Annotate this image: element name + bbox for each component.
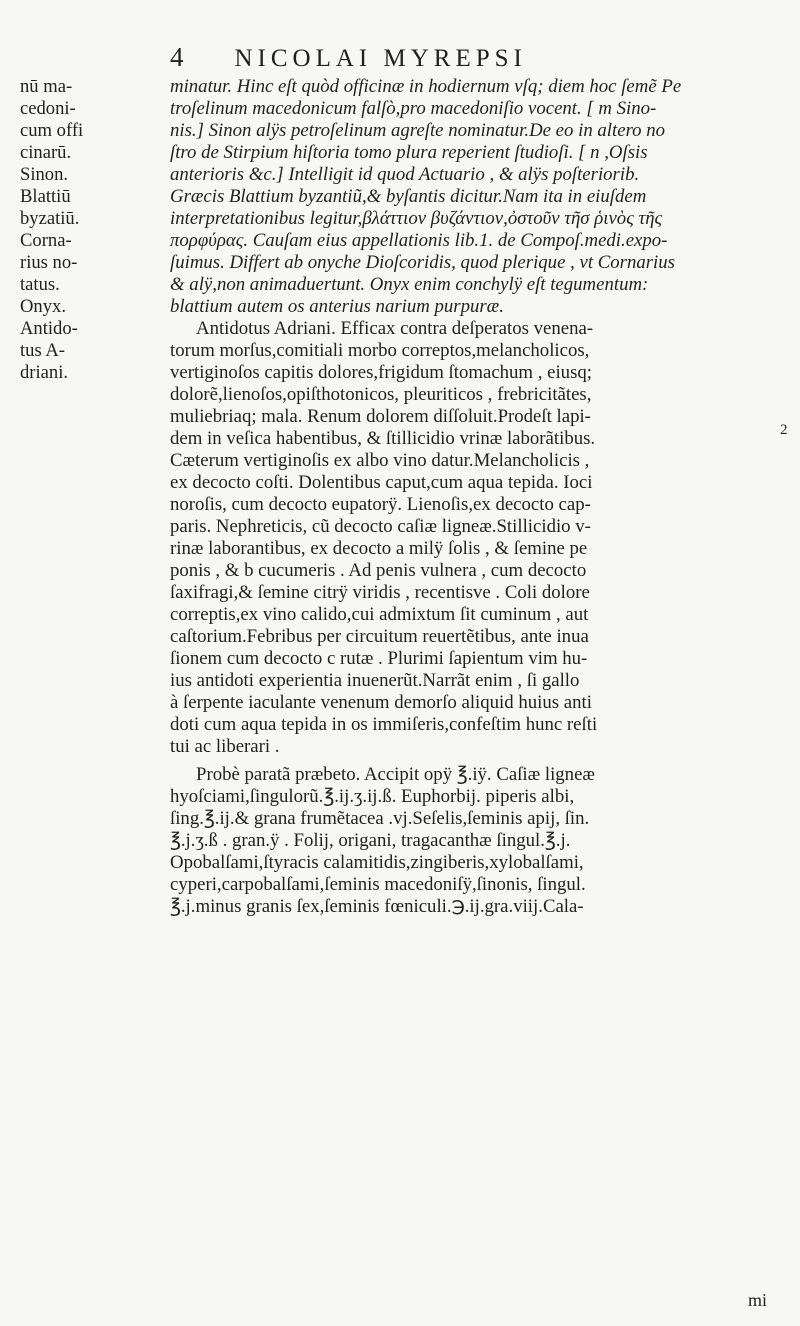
margin-note: tatus. — [20, 274, 60, 295]
text-line: ℥.j.ʒ.ß . gran.ÿ . Folij, origani, tragacanthæ ſingul.℥.j. — [170, 830, 571, 851]
text-line: muliebriaq; mala. Renum dolorem diſſoluit.Prodeſt lapi- — [170, 406, 591, 427]
page-number: 4 — [170, 42, 189, 72]
text-line: Antidotus Adriani. Efficax contra deſperatos venena- — [196, 318, 594, 339]
margin-note: Blattiū — [20, 186, 71, 207]
commentary-paragraph — [170, 76, 790, 318]
text-line: torum morſus,comitiali morbo correptos,melancholicos, — [170, 340, 590, 361]
running-title: NICOLAI MYREPSI — [234, 45, 527, 72]
catchword: mi — [748, 1290, 768, 1310]
running-header — [170, 42, 790, 73]
text-line: minatur. Hinc eſt quòd officinæ in hodiernum vſq; diem hoc ſemẽ Pe — [170, 76, 682, 97]
text-line: tui ac liberari . — [170, 736, 280, 757]
text-line: Græcis Blattium byzantiũ,& byſantis dicitur.Nam ita in eiuſdem — [170, 186, 647, 207]
text-line: ſaxifragi,& ſemine citrÿ viridis , recentisve . Coli dolore — [170, 582, 590, 603]
text-line: paris. Nephreticis, cũ decocto caſiæ ligneæ.Stillicidio v- — [170, 516, 591, 537]
margin-notes — [20, 76, 170, 384]
side-marker: 2 — [780, 422, 788, 438]
text-line: Opobalſami,ſtyracis calamitidis,zingiberis,xylobalſami, — [170, 852, 584, 873]
margin-note: cedoni- — [20, 98, 76, 119]
text-line: πορφύρας. Cauſam eius appellationis lib.1. de Compoſ.medi.expo- — [170, 230, 668, 251]
text-line: interpretationibus legitur,βλάττιον βυζάντιον,ὀστοῦν τῆσ ῥινὸς τῆς — [170, 208, 663, 229]
margin-note: driani. — [20, 362, 69, 383]
margin-note: Corna- — [20, 230, 72, 251]
text-line: Probè paratã præbeto. Accipit opÿ ℥.iÿ. Caſiæ ligneæ — [196, 764, 595, 785]
margin-note: cum offi — [20, 120, 84, 141]
text-line: ſionem cum decocto c rutæ . Plurimi ſapientum vim hu- — [170, 648, 588, 669]
margin-note: rius no- — [20, 252, 78, 273]
margin-note: Sinon. — [20, 164, 69, 185]
text-line: cyperi,carpobalſami,ſeminis macedoniſÿ,ſinonis, ſingul. — [170, 874, 586, 895]
text-line: ex decocto coſti. Dolentibus caput,cum aqua tepida. Ioci — [170, 472, 593, 493]
text-line: ſing.℥.ij.& grana frumẽtacea .vj.Seſelis,ſeminis apij, ſin. — [170, 808, 590, 829]
text-line: ius antidoti experientia inuenerũt.Narrãt enim , ſi gallo — [170, 670, 580, 691]
text-line: caſtorium.Febribus per circuitum reuertẽtibus, ante inua — [170, 626, 589, 647]
text-line: à ſerpente iaculante venenum demorſo aliquid huius anti — [170, 692, 592, 713]
text-line: ℥.j.minus granis ſex,ſeminis fœniculi.℈.ij.gra.viij.Cala- — [170, 896, 584, 917]
text-line: dolorẽ,lienoſos,opiſthotonicos, pleuriticos , frebricitãtes, — [170, 384, 592, 405]
margin-note: tus A- — [20, 340, 65, 361]
margin-note: nū ma- — [20, 76, 73, 97]
text-line: Cæterum vertiginoſis ex albo vino datur.Melancholicis , — [170, 450, 590, 471]
margin-note: cinarū. — [20, 142, 72, 163]
text-line: ponis , & b cucumeris . Ad penis vulnera , cum decocto — [170, 560, 587, 581]
text-line: doti cum aqua tepida in os immiſeris,confeſtim hunc reſti — [170, 714, 598, 735]
text-line: rinæ laborantibus, ex decocto a milÿ ſolis , & ſemine pe — [170, 538, 588, 559]
main-text — [170, 76, 790, 918]
text-line: nis.] Sinon alÿs petroſelinum agreſte nominatur.De eo in altero no — [170, 120, 666, 141]
recipe-paragraph — [170, 764, 790, 918]
margin-note: Antido- — [20, 318, 78, 339]
text-line: ſuimus. Differt ab onyche Dioſcoridis, quod plerique , vt Cornarius — [170, 252, 675, 273]
text-line: vertiginoſos capitis dolores,frigidum ſtomachum , eiusq; — [170, 362, 592, 383]
text-line: correptis,ex vino calido,cui admixtum ſit cuminum , aut — [170, 604, 589, 625]
text-line: noroſis, cum decocto eupatorÿ. Lienoſis,ex decocto cap- — [170, 494, 591, 515]
margin-note: byzatiū. — [20, 208, 80, 229]
text-line: dem in veſica habentibus, & ſtillicidio vrinæ laborãtibus. — [170, 428, 596, 449]
text-line: troſelinum macedonicum falſò,pro macedoniſio vocent. [ m Sino- — [170, 98, 657, 119]
text-line: blattium autem os anterius narium purpuræ. — [170, 296, 504, 317]
antidote-paragraph — [170, 318, 790, 758]
text-line: anterioris &c.] Intelligit id quod Actuario , & alÿs poſteriorib. — [170, 164, 640, 185]
text-line: hyoſciami,ſingulorũ.℥.ij.ʒ.ij.ß. Euphorbij. piperis albi, — [170, 786, 575, 807]
text-line: ſtro de Stirpium hiſtoria tomo plura reperient ſtudioſi. [ n ,Oſsis — [170, 142, 648, 163]
margin-note: Onyx. — [20, 296, 66, 317]
text-line: & alÿ,non animaduertunt. Onyx enim conchylÿ eſt tegumentum: — [170, 274, 649, 295]
